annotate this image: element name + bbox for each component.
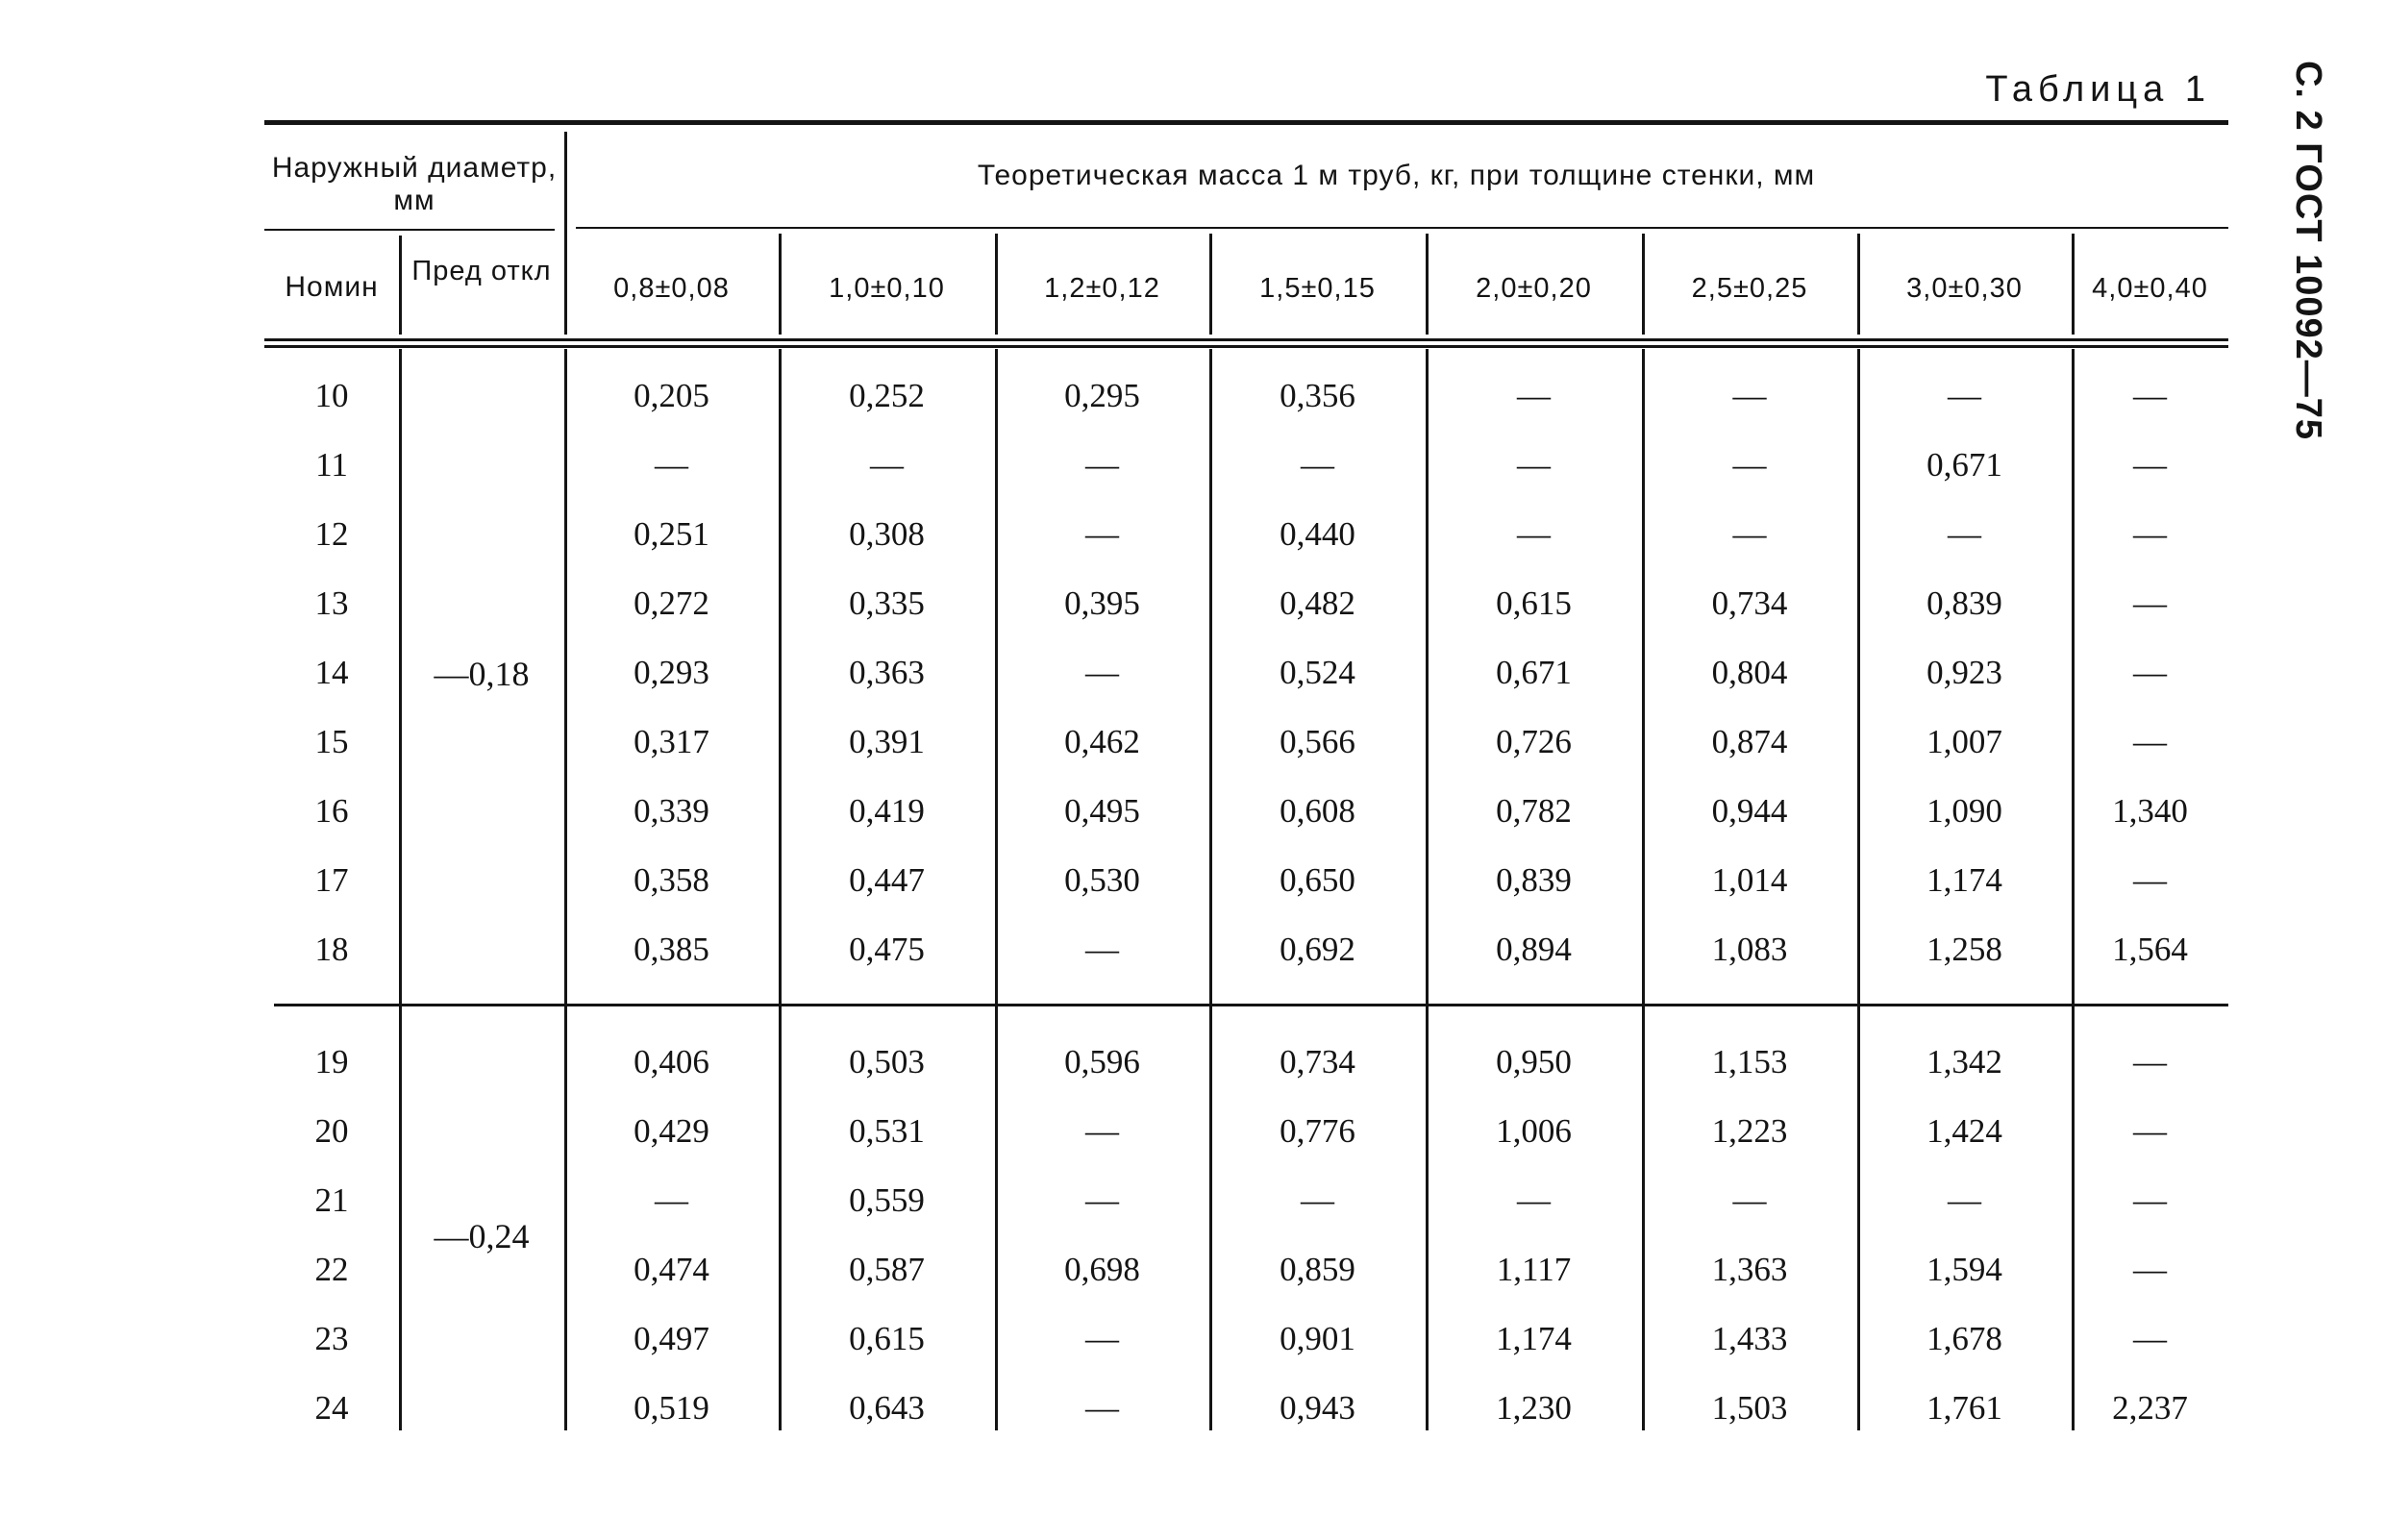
wall-thickness-header: 1,0±0,10 (829, 273, 945, 304)
mass-value-cell: — (1085, 1181, 1119, 1219)
header-bottom-rule-2 (264, 345, 2228, 348)
mass-value-cell: — (2133, 1043, 2167, 1080)
mass-value-cell: — (1948, 515, 1981, 553)
mass-value-cell: 0,692 (1280, 931, 1355, 968)
mass-value-cell: 0,859 (1280, 1251, 1355, 1288)
mass-value-cell: 0,531 (849, 1112, 925, 1150)
mass-value-cell: 0,317 (634, 723, 709, 760)
mass-value-cell: 0,447 (849, 861, 925, 899)
mass-value-cell: 1,258 (1926, 931, 2002, 968)
mass-value-cell: 0,524 (1280, 654, 1355, 691)
mass-value-cell: 1,594 (1926, 1251, 2002, 1288)
top-rule (264, 120, 2228, 125)
nominal-diameter-cell: 17 (314, 861, 349, 899)
mass-value-cell: — (1732, 1181, 1767, 1219)
mass-value-cell: 0,251 (634, 515, 709, 553)
mass-value-cell: 0,475 (849, 931, 925, 968)
mass-value-cell: 0,587 (849, 1251, 925, 1288)
mass-value-cell: — (2133, 515, 2167, 553)
nominal-diameter-cell: 12 (314, 515, 349, 553)
mass-value-cell: 1,083 (1711, 931, 1788, 968)
mass-value-cell: 1,564 (2112, 931, 2188, 968)
mass-value-cell: 1,230 (1496, 1389, 1572, 1427)
mass-value-cell: 1,014 (1711, 861, 1788, 899)
mass-value-cell: — (2133, 723, 2167, 760)
mass-value-cell: — (2133, 446, 2167, 484)
nominal-diameter-cell: 10 (314, 377, 349, 414)
mass-value-cell: 0,391 (849, 723, 925, 760)
mass-value-cell: — (1085, 654, 1119, 691)
mass-value-cell: 1,174 (1496, 1320, 1572, 1357)
mass-value-cell: 0,901 (1280, 1320, 1355, 1357)
mass-value-cell: 0,698 (1064, 1251, 1140, 1288)
mass-value-cell: 0,497 (634, 1320, 709, 1357)
mass-value-cell: 0,295 (1064, 377, 1140, 414)
mass-value-cell: 0,440 (1280, 515, 1355, 553)
mass-value-cell: 0,615 (1496, 584, 1572, 622)
mass-value-cell: 1,363 (1711, 1251, 1788, 1288)
nominal-diameter-cell: 22 (314, 1251, 349, 1288)
mass-value-cell: 0,874 (1711, 723, 1788, 760)
side-caption (2273, 60, 2344, 440)
mass-value-cell: 1,342 (1926, 1043, 2002, 1080)
mass-value-cell: 0,944 (1711, 792, 1788, 830)
side-caption-text: С. 2 ГОСТ 10092—75 (2288, 60, 2329, 440)
mass-value-cell: — (1085, 446, 1119, 484)
mass-value-cell: 0,462 (1064, 723, 1140, 760)
mass-value-cell: 0,943 (1280, 1389, 1355, 1427)
mass-value-cell: 0,643 (849, 1389, 925, 1427)
mass-value-cell: 0,734 (1280, 1043, 1355, 1080)
mass-value-cell: 0,923 (1926, 654, 2002, 691)
mass-value-cell: — (1301, 1181, 1334, 1219)
mass-value-cell: 1,006 (1496, 1112, 1572, 1150)
mass-value-cell: — (1301, 446, 1334, 484)
mass-value-cell: 0,671 (1496, 654, 1572, 691)
wall-thickness-header: 3,0±0,30 (1906, 273, 2023, 304)
mass-value-cell: — (1085, 931, 1119, 968)
nominal-header: Номин (285, 271, 379, 303)
mass-value-cell: 1,761 (1926, 1389, 2002, 1427)
mass-value-cell: 0,419 (849, 792, 925, 830)
wall-thickness-header: 0,8±0,08 (613, 273, 730, 304)
mass-value-cell: 1,174 (1926, 861, 2002, 899)
nominal-diameter-cell: 16 (314, 792, 349, 830)
header-bottom-rule-1 (264, 338, 2228, 341)
mass-value-cell: 0,205 (634, 377, 709, 414)
mass-value-cell: 2,237 (2112, 1389, 2188, 1427)
tolerance-header: Пред откл (411, 256, 552, 286)
mass-value-cell: 1,117 (1496, 1251, 1572, 1288)
mass-value-cell: — (2133, 1112, 2167, 1150)
mass-value-cell: 0,804 (1711, 654, 1788, 691)
nominal-diameter-cell: 13 (314, 584, 349, 622)
mass-value-cell: 1,503 (1711, 1389, 1788, 1427)
mass-value-cell: — (2133, 654, 2167, 691)
mass-header: Теоретическая масса 1 м труб, кг, при толщине стенки, мм (977, 160, 1816, 191)
mass-value-cell: — (1517, 1181, 1551, 1219)
mass-value-cell: 0,608 (1280, 792, 1355, 830)
mass-value-cell: — (1085, 515, 1119, 553)
mass-value-cell: 0,839 (1496, 861, 1572, 899)
mass-value-cell: — (1085, 1389, 1119, 1427)
diameter-subheader-rule (264, 229, 555, 231)
thickness-subheader-rule (576, 227, 2228, 229)
mass-value-cell: 0,950 (1496, 1043, 1572, 1080)
nominal-diameter-cell: 18 (314, 931, 349, 968)
mass-value-cell: — (1732, 377, 1767, 414)
mass-value-cell: — (870, 446, 904, 484)
mass-value-cell: 0,363 (849, 654, 925, 691)
mass-value-cell: 0,615 (849, 1320, 925, 1357)
mass-value-cell: 1,424 (1926, 1112, 2002, 1150)
mass-value-cell: 1,223 (1711, 1112, 1788, 1150)
mass-value-cell: 0,734 (1711, 584, 1788, 622)
mass-value-cell: 0,566 (1280, 723, 1355, 760)
tolerance-value: —0,24 (434, 1217, 530, 1255)
nominal-diameter-cell: 14 (314, 654, 349, 691)
mass-value-cell: — (2133, 1320, 2167, 1357)
nominal-diameter-cell: 11 (315, 446, 348, 484)
wall-thickness-header: 1,5±0,15 (1259, 273, 1376, 304)
mass-value-cell: 0,335 (849, 584, 925, 622)
tolerance-value: —0,18 (434, 655, 530, 693)
mass-value-cell: 0,671 (1926, 446, 2002, 484)
mass-value-cell: 1,007 (1926, 723, 2002, 760)
mass-value-cell: 0,726 (1496, 723, 1572, 760)
mass-value-cell: 0,495 (1064, 792, 1140, 830)
mass-value-cell: 1,433 (1711, 1320, 1788, 1357)
mass-value-cell: 0,339 (634, 792, 709, 830)
mass-value-cell: 0,894 (1496, 931, 1572, 968)
mass-value-cell: 0,356 (1280, 377, 1355, 414)
mass-value-cell: 0,776 (1280, 1112, 1355, 1150)
mass-value-cell: 0,308 (849, 515, 925, 553)
mass-value-cell: 0,482 (1280, 584, 1355, 622)
mass-value-cell: 0,596 (1064, 1043, 1140, 1080)
mass-value-cell: 0,474 (634, 1251, 709, 1288)
mass-value-cell: 1,090 (1926, 792, 2002, 830)
wall-thickness-header: 2,0±0,20 (1476, 273, 1592, 304)
mass-value-cell: 0,395 (1064, 584, 1140, 622)
mass-value-cell: — (2133, 377, 2167, 414)
nominal-diameter-cell: 21 (314, 1181, 349, 1219)
mass-value-cell: 0,559 (849, 1181, 925, 1219)
mass-value-cell: 0,519 (634, 1389, 709, 1427)
mass-value-cell: — (1085, 1320, 1119, 1357)
mass-value-cell: 0,839 (1926, 584, 2002, 622)
table-title: Таблица 1 (1985, 69, 2211, 110)
nominal-diameter-cell: 19 (314, 1043, 349, 1080)
mass-value-cell: — (2133, 861, 2167, 899)
wall-thickness-header: 1,2±0,12 (1044, 273, 1160, 304)
mass-value-cell: — (1517, 515, 1551, 553)
mass-value-cell: 0,272 (634, 584, 709, 622)
mass-value-cell: 0,782 (1496, 792, 1572, 830)
mass-value-cell: 0,406 (634, 1043, 709, 1080)
nominal-diameter-cell: 23 (314, 1320, 349, 1357)
mass-value-cell: 0,530 (1064, 861, 1140, 899)
nominal-diameter-cell: 20 (314, 1112, 349, 1150)
mass-value-cell: — (1085, 1112, 1119, 1150)
mass-value-cell: 0,252 (849, 377, 925, 414)
wall-thickness-header: 2,5±0,25 (1691, 273, 1808, 304)
vrule-tol-header (399, 236, 402, 335)
mass-value-cell: 1,153 (1711, 1043, 1788, 1080)
outer-diameter-header: Наружный диаметр, мм (271, 152, 558, 216)
mass-value-cell: 0,503 (849, 1043, 925, 1080)
nominal-diameter-cell: 15 (314, 723, 349, 760)
mass-value-cell: 0,293 (634, 654, 709, 691)
mass-value-cell: 0,429 (634, 1112, 709, 1150)
mass-value-cell: — (1948, 1181, 1981, 1219)
mass-value-cell: — (2133, 584, 2167, 622)
mass-value-cell: — (1517, 377, 1551, 414)
mass-value-cell: — (1517, 446, 1551, 484)
mass-value-cell: 0,358 (634, 861, 709, 899)
mass-value-cell: — (655, 446, 688, 484)
mass-value-cell: — (655, 1181, 688, 1219)
mass-value-cell: — (2133, 1181, 2167, 1219)
mass-value-cell: 1,678 (1926, 1320, 2002, 1357)
mass-value-cell: — (1732, 446, 1767, 484)
wall-thickness-header: 4,0±0,40 (2092, 273, 2208, 304)
nominal-diameter-cell: 24 (314, 1389, 349, 1427)
mass-value-cell: — (1732, 515, 1767, 553)
mass-value-cell: — (1948, 377, 1981, 414)
vrule-body-0 (399, 349, 402, 1430)
mass-value-cell: 0,385 (634, 931, 709, 968)
mass-value-cell: 1,340 (2112, 792, 2188, 830)
mass-value-cell: — (2133, 1251, 2167, 1288)
mass-value-cell: 0,650 (1280, 861, 1355, 899)
